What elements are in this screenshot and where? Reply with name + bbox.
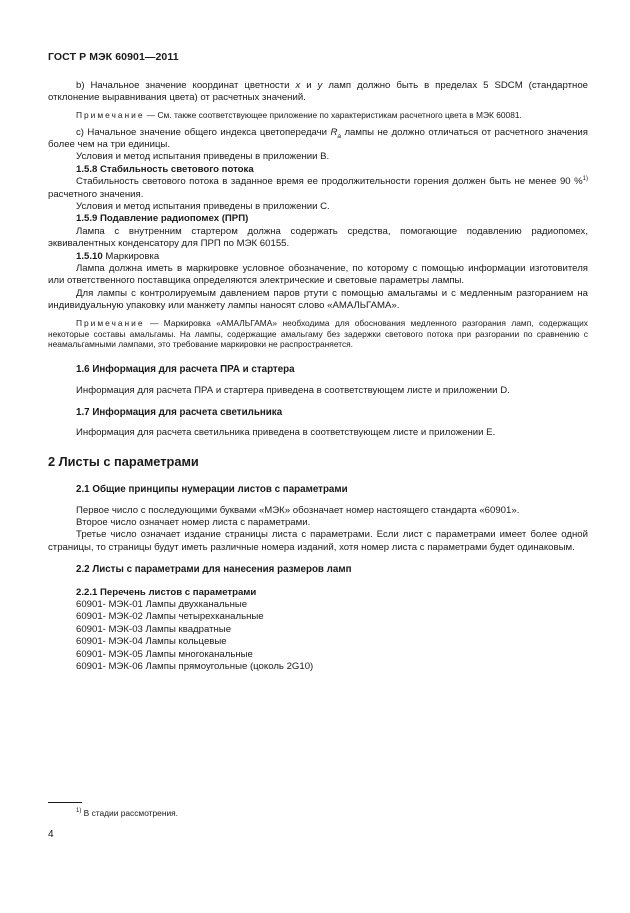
paragraph-c: c) Начальное значение общего индекса цветопередачи $R_a$ лампы не должно отличаться от расчетного значения более чем на три единицы. [48, 126, 588, 151]
heading-2-1: 2.1 Общие принципы нумерации листов с параметрами [76, 484, 348, 496]
heading-1-6: 1.6 Информация для расчета ПРА и стартера [76, 364, 295, 376]
page-content [48, 80, 588, 673]
paragraph-cond-b: Условия и метод испытания приведены в приложении B. [76, 151, 330, 163]
footnote: $^{1)}$ В стадии рассмотрения. [76, 808, 178, 818]
heading-1-5-10: 1.5.10 Маркировка [76, 250, 160, 262]
heading-1-5-9: 1.5.9 Подавление радиопомех (ПРП) [76, 213, 249, 225]
paragraph-1-5-9: Лампа с внутренним стартером должна содержать средства, помогающие подавлению радиопомех, эквивалентных конденсатору для ПРП по МЭК 60155. [48, 225, 588, 250]
paragraph-b: b) Начальное значение координат цветности x и y ламп должно быть в пределах 5 SDCM (стандартное отклонение выравнивания цвета) от расчетных значений. [48, 80, 589, 104]
paragraph-2-1-b: Второе число означает номер листа с параметрами. [76, 516, 311, 528]
footnote-ref: 1) [582, 176, 588, 183]
list-item: 60901- МЭК-01 Лампы двухканальные [76, 598, 248, 610]
paragraph-1-5-10-a: Лампа должна иметь в маркировке условное обозначение, по которому с помощью информации изготовителя или ответственного поставщика определяются электрические и световые параметры лампы. [48, 263, 588, 287]
heading-2: 2 Листы с параметрами [48, 453, 199, 469]
document-header: ГОСТ Р МЭК 60901—2011 [48, 51, 179, 63]
list-item: 60901- МЭК-02 Лампы четырехканальные [76, 611, 264, 623]
paragraph-1-5-10-b: Для лампы с контролируемым давлением паров ртути с помощью амальгамы и с медленным разгоранием на индивидуальную упаковку или манжету лампы наносят слово «АМАЛЬГАМА». [48, 287, 588, 312]
list-item: 60901- МЭК-04 Лампы кольцевые [76, 636, 227, 648]
list-item: 60901- МЭК-03 Лампы квадратные [76, 623, 232, 635]
list-item: 60901- МЭК-05 Лампы многоканальные [76, 648, 253, 660]
heading-1-7: 1.7 Информация для расчета светильника [76, 406, 283, 418]
paragraph-cond-c: Условия и метод испытания приведены в приложении С. [76, 201, 330, 213]
paragraph-2-1-a: Первое число с последующими буквами «МЭК» обозначает номер настоящего стандарта «60901». [76, 504, 520, 516]
sheet-list [48, 599, 588, 673]
paragraph-2-1-c: Третье число означает издание страницы листа с параметрами. Если лист с параметрами имеет более одной страницы, то страницы будут иметь различные номера изданий, хотя номер листа с параметрами будет одинаковым. [48, 529, 588, 553]
paragraph-1-5-8: Стабильность светового потока в заданное время ее продолжительности горения должен быть не менее 90 %$^{1)}$ расчетного значения. [48, 176, 588, 200]
page-number: 4 [48, 829, 54, 840]
heading-1-5-8: 1.5.8 Стабильность светового потока [76, 163, 254, 175]
paragraph-1-6: Информация для расчета ПРА и стартера приведена в соответствующем листе и приложении D. [76, 384, 510, 396]
note-2: Примечание — Маркировка «АМАЛЬГАМА» необходима для обоснования медленного разгорания ламп, содержащих некоторые составы амальгамы. На лампы, содержащие амальгаму без задержки светового потока при разгорании по сравнению с неамальгамными лампами, это требование маркировки не распространяется. [48, 317, 588, 350]
list-item: 60901- МЭК-06 Лампы прямоугольные (цоколь 2G10) [76, 661, 314, 672]
heading-2-2: 2.2 Листы с параметрами для нанесения размеров ламп [76, 564, 352, 576]
footnote-divider [48, 802, 82, 803]
paragraph-1-7: Информация для расчета светильника приведена в соответствующем листе и приложении E. [76, 427, 496, 439]
note-1: Примечание — См. также соответствующее приложение по характеристикам расчетного цвета в МЭК 60081. [76, 109, 522, 120]
heading-2-2-1: 2.2.1 Перечень листов с параметрами [76, 586, 257, 598]
